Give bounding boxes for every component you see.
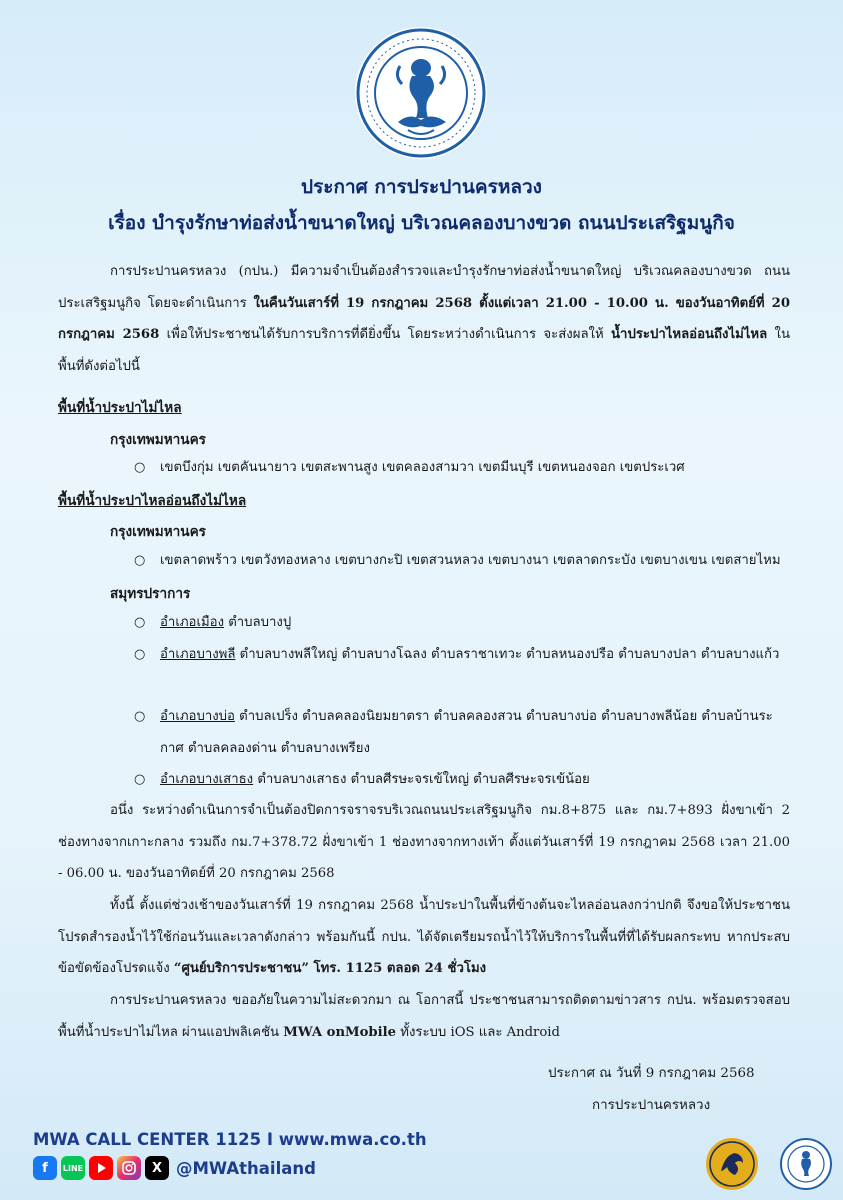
circle-bullet-icon: ○ xyxy=(134,460,146,475)
list-item: ○ เขตลาดพร้าว เขตวังทองหลาง เขตบางกะปิ เขตสวนหลวง เขตบางนา เขตลาดกระบัง เขตบางเขน เขตสายไหม xyxy=(134,545,790,577)
website-link[interactable]: www.mwa.co.th xyxy=(278,1130,427,1149)
intro-schedule: ในคืนวันเสาร์ที่ 19 กรกฎาคม 2568 ตั้งแต่เวลา 21.00 - 10.00 น. ของวันอาทิตย์ที่ 20 กรกฎาคม 2568 xyxy=(58,295,791,342)
announcement-date: ประกาศ ณ วันที่ 9 กรกฎาคม 2568 xyxy=(548,1066,755,1081)
section-low-water-heading: พื้นที่น้ำประปาไหลอ่อนถึงไม่ไหล xyxy=(58,493,247,509)
footer-contact xyxy=(33,1130,427,1149)
list-item: ○ อำเภอบางพลี ตำบลบางพลีใหญ่ ตำบลบางโฉลง ตำบลราชาเทวะ ตำบลหนองปรือ ตำบลบางปลา ตำบลบางแก้ว xyxy=(134,639,790,671)
traffic-paragraph: อนึ่ง ระหว่างดำเนินการจำเป็นต้องปิดการจราจรบริเวณถนนประเสริฐมนูกิจ กม.8+875 และ กม.7+893 ฝั่งขาเข้า 2 ช่องทางจากเกาะกลาง รวมถึง กม.7+378.72 ฝั่งขาเข้า 1 ช่องทางจากทางเท้า ตั้งแต่วันเสาร์ที่ 19 กรกฎาคม 2568 เวลา 21.00 - 06.00 น. ของวันอาทิตย์ที่ 20 กรกฎาคม 2568 xyxy=(58,803,790,881)
footer-separator: I xyxy=(266,1130,274,1149)
announcement-title: ประกาศ การประปานครหลวง xyxy=(301,176,542,198)
section-no-water-heading: พื้นที่น้ำประปาไม่ไหล xyxy=(58,400,182,416)
social-bar xyxy=(33,1155,316,1181)
district-name: อำเภอบางเสาธง xyxy=(160,772,254,787)
announcement-subject: เรื่อง บำรุงรักษาท่อส่งน้ำขนาดใหญ่ บริเวณคลองบางขวด ถนนประเสริฐมนูกิจ xyxy=(108,212,735,234)
gold-emblem-logo xyxy=(705,1137,759,1191)
instagram-icon[interactable] xyxy=(117,1156,141,1180)
line-icon[interactable]: LINE xyxy=(61,1156,85,1180)
list-item: ○ เขตบึงกุ่ม เขตคันนายาว เขตสะพานสูง เขตคลองสามวา เขตมีนบุรี เขตหนองจอก เขตประเวศ xyxy=(134,452,790,484)
list-item: ○ อำเภอเมือง ตำบลบางปู xyxy=(134,607,790,639)
signatory: การประปานครหลวง xyxy=(592,1098,711,1113)
circle-bullet-icon: ○ xyxy=(134,647,146,662)
intro-paragraph xyxy=(58,256,790,382)
region-bangkok-1: กรุงเทพมหานคร xyxy=(110,432,206,448)
intro-impact: น้ำประปาไหลอ่อนถึงไม่ไหล xyxy=(611,327,768,342)
intro-text-3: ในพื้นที่ดังต่อไปนี้ xyxy=(58,327,790,374)
social-handle[interactable]: @MWAthailand xyxy=(176,1158,316,1178)
intro-text-2: เพื่อให้ประชาชนได้รับการบริการที่ดียิ่งขึ้น โดยระหว่างดำเนินการ จะส่งผลให้ xyxy=(159,327,612,342)
region-samut-prakan: สมุทรปราการ xyxy=(110,586,191,602)
intro-text: การประปานครหลวง (กปน.) มีความจำเป็นต้องสำรวจและบำรุงรักษาท่อส่งน้ำขนาดใหญ่ บริเวณคลองบางขวด ถนนประเสริฐมนูกิจ โดยจะดำเนินการ xyxy=(58,264,790,311)
advice-paragraph: ทั้งนี้ ตั้งแต่ช่วงเช้าของวันเสาร์ที่ 19 กรกฎาคม 2568 น้ำประปาในพื้นที่ข้างต้นจะไหลอ่อนลงกว่าปกติ จึงขอให้ประชาชนโปรดสำรองน้ำไว้ใช้ก่อนวันและเวลาดังกล่าว พร้อมกันนี้ กปน. ได้จัดเตรียมรถน้ำไว้ให้บริการในพื้นที่ที่ได้รับผลกระทบ หากประสบข้อขัดข้องโปรดแจ้ง “ศูนย์บริการประชาชน” โทร. 1125 ตลอด 24 ชั่วโมง xyxy=(58,898,790,976)
circle-bullet-icon: ○ xyxy=(134,553,146,568)
youtube-icon[interactable] xyxy=(89,1156,113,1180)
mwa-seal-small-logo xyxy=(779,1137,833,1191)
call-center-info: “ศูนย์บริการประชาชน” โทร. 1125 ตลอด 24 ชั่วโมง xyxy=(173,961,487,976)
list-item: ○ อำเภอบางเสาธง ตำบลบางเสาธง ตำบลศีรษะจรเข้ใหญ่ ตำบลศีรษะจรเข้น้อย xyxy=(134,764,790,796)
district-name: อำเภอเมือง xyxy=(160,615,225,630)
mwa-seal-logo xyxy=(354,26,488,160)
call-center-label: MWA CALL CENTER 1125 xyxy=(33,1130,262,1149)
district-name: อำเภอบางพลี xyxy=(160,647,236,662)
circle-bullet-icon: ○ xyxy=(134,709,146,724)
circle-bullet-icon: ○ xyxy=(134,615,146,630)
facebook-icon[interactable]: f xyxy=(33,1156,57,1180)
list-item: ○ อำเภอบางบ่อ ตำบลเปร็ง ตำบลคลองนิยมยาตรา ตำบลคลองสวน ตำบลบางบ่อ ตำบลบางพลีน้อย ตำบลบ้านระกาศ ตำบลคลองด่าน ตำบลบางเพรียง xyxy=(134,701,790,764)
x-icon[interactable]: X xyxy=(145,1156,169,1180)
app-name: MWA onMobile xyxy=(283,1024,397,1040)
apology-paragraph: การประปานครหลวง ขออภัยในความไม่สะดวกมา ณ โอกาสนี้ ประชาชนสามารถติดตามข่าวสาร กปน. พร้อมตรวจสอบพื้นที่น้ำประปาไม่ไหล ผ่านแอปพลิเคชัน MWA onMobile ทั้งระบบ iOS และ Android xyxy=(58,993,790,1040)
region-bangkok-2: กรุงเทพมหานคร xyxy=(110,524,206,540)
circle-bullet-icon: ○ xyxy=(134,772,146,787)
district-name: อำเภอบางบ่อ xyxy=(160,709,235,724)
